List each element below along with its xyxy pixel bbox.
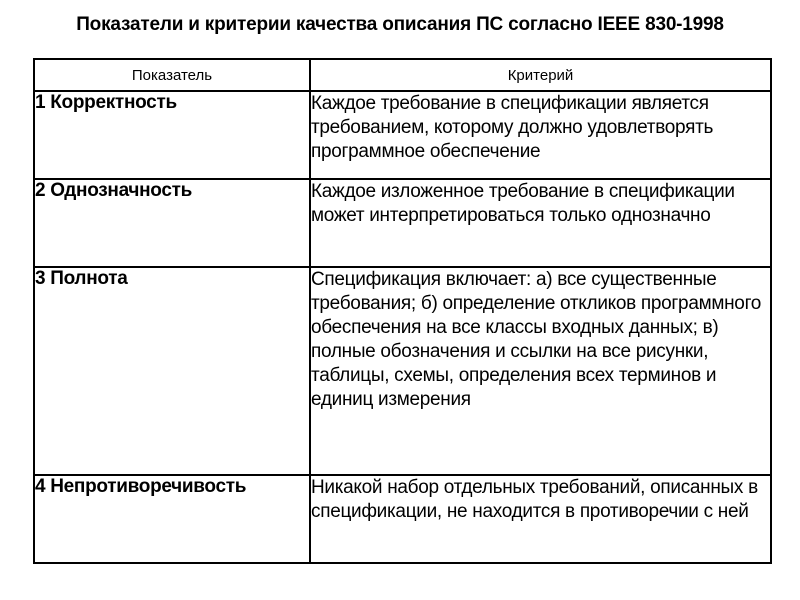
indicator-cell: 1 Корректность xyxy=(34,91,310,179)
indicator-cell: 4 Непротиворечивость xyxy=(34,475,310,563)
criterion-cell: Никакой набор отдельных требований, описанных в спецификации, не находится в противоречии с ней xyxy=(310,475,771,563)
table-row xyxy=(34,91,771,179)
indicator-cell: 2 Однозначность xyxy=(34,179,310,267)
table-row xyxy=(34,179,771,267)
criterion-cell: Спецификация включает: а) все существенные требования; б) определение откликов программного обеспечения на все классы входных данных; в) полные обозначения и ссылки на все рисунки, таблицы, схемы, определения всех терминов и единиц измерения xyxy=(310,267,771,475)
criterion-cell: Каждое требование в спецификации является требованием, которому должно удовлетворять программное обеспечение xyxy=(310,91,771,179)
table-row xyxy=(34,267,771,475)
table-row xyxy=(34,475,771,563)
column-header-criterion: Критерий xyxy=(310,59,771,91)
indicator-cell: 3 Полнота xyxy=(34,267,310,475)
criteria-table xyxy=(33,58,772,564)
criterion-cell: Каждое изложенное требование в спецификации может интерпретироваться только однозначно xyxy=(310,179,771,267)
table-header-row xyxy=(34,59,771,91)
page-title: Показатели и критерии качества описания ПС согласно IEEE 830-1998 xyxy=(76,14,724,35)
column-header-indicator: Показатель xyxy=(34,59,310,91)
